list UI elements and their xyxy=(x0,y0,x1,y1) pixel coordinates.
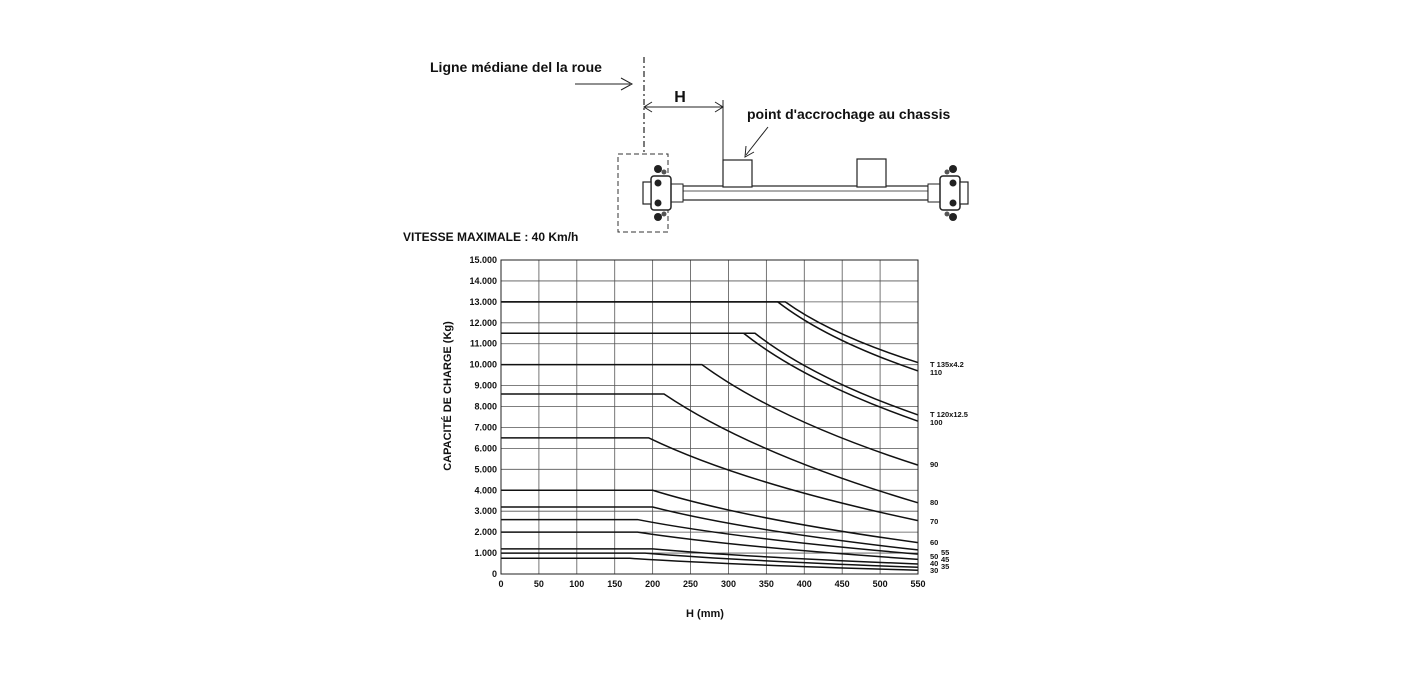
x-tick-label: 150 xyxy=(607,579,623,589)
series-label: 30 xyxy=(930,566,939,575)
centerline-arrow xyxy=(575,78,632,90)
x-axis-label: H (mm) xyxy=(686,608,724,620)
x-tick-label: 250 xyxy=(683,579,699,589)
y-tick-label: 7.000 xyxy=(474,422,497,433)
series-line-60 xyxy=(501,490,918,542)
centerline-label: Ligne médiane del la roue xyxy=(430,59,602,75)
y-tick-label: 14.000 xyxy=(469,275,497,286)
hub-left xyxy=(643,165,683,221)
hitch-bracket-left xyxy=(723,160,752,187)
y-tick-label: 5.000 xyxy=(474,464,497,475)
plot-frame xyxy=(501,260,918,574)
y-tick-label: 6.000 xyxy=(474,443,497,454)
y-tick-label: 11.000 xyxy=(469,338,497,349)
y-tick-label: 12.000 xyxy=(469,317,497,328)
h-dimension-label: H xyxy=(674,89,686,106)
x-tick-label: 550 xyxy=(910,579,926,589)
series-label: T 135x4.2 xyxy=(930,360,964,369)
series-line-110 xyxy=(501,302,918,371)
series-label: 45 xyxy=(941,555,950,564)
series-label: 40 xyxy=(930,559,939,568)
y-axis-ticks xyxy=(469,255,497,579)
h-dimension xyxy=(644,100,723,160)
axle-diagram xyxy=(430,57,968,232)
chart-title: VITESSE MAXIMALE : 40 Km/h xyxy=(403,230,579,244)
series-labels xyxy=(930,360,968,575)
y-tick-label: 4.000 xyxy=(474,485,497,496)
series-line-45 xyxy=(501,532,918,559)
chart-series xyxy=(501,302,918,570)
y-tick-label: 10.000 xyxy=(469,359,497,370)
axle-beam xyxy=(683,186,928,200)
y-tick-label: 13.000 xyxy=(469,296,497,307)
y-tick-label: 1.000 xyxy=(474,548,497,559)
series-label: 100 xyxy=(930,418,943,427)
y-axis-label: CAPACITÉ DE CHARGE (Kg) xyxy=(442,321,454,471)
x-tick-label: 400 xyxy=(796,579,812,589)
series-line-t-135x4-2 xyxy=(501,302,918,363)
y-tick-label: 15.000 xyxy=(469,255,497,265)
series-line-t-120x12-5 xyxy=(501,333,918,415)
x-tick-label: 300 xyxy=(720,579,736,589)
y-tick-label: 0 xyxy=(491,569,497,579)
x-tick-label: 500 xyxy=(872,579,888,589)
x-tick-label: 350 xyxy=(758,579,774,589)
x-tick-label: 0 xyxy=(498,579,504,589)
series-label: 110 xyxy=(930,368,943,377)
series-label: 70 xyxy=(930,517,939,526)
series-label: 90 xyxy=(930,460,939,469)
series-line-55 xyxy=(501,507,918,550)
hub-right xyxy=(928,165,968,221)
chart-grid xyxy=(501,260,918,574)
hitch-label: point d'accrochage au chassis xyxy=(747,106,951,122)
series-label: 50 xyxy=(930,552,939,561)
y-tick-label: 2.000 xyxy=(474,527,497,538)
series-label: T 120x12.5 xyxy=(930,410,968,419)
y-tick-label: 3.000 xyxy=(474,506,497,517)
x-tick-label: 200 xyxy=(645,579,661,589)
x-axis-ticks xyxy=(498,579,925,589)
series-label: 35 xyxy=(941,562,950,571)
y-tick-label: 9.000 xyxy=(474,380,497,391)
series-line-70 xyxy=(501,438,918,521)
x-tick-label: 50 xyxy=(533,579,544,589)
hitch-arrow xyxy=(745,127,768,157)
series-label: 55 xyxy=(941,548,950,557)
series-line-40 xyxy=(501,549,918,564)
hitch-bracket-right xyxy=(857,159,886,187)
x-tick-label: 450 xyxy=(834,579,850,589)
y-tick-label: 8.000 xyxy=(474,401,497,412)
series-line-90 xyxy=(501,365,918,465)
series-label: 80 xyxy=(930,498,939,507)
x-tick-label: 100 xyxy=(569,579,585,589)
series-label: 60 xyxy=(930,538,939,547)
